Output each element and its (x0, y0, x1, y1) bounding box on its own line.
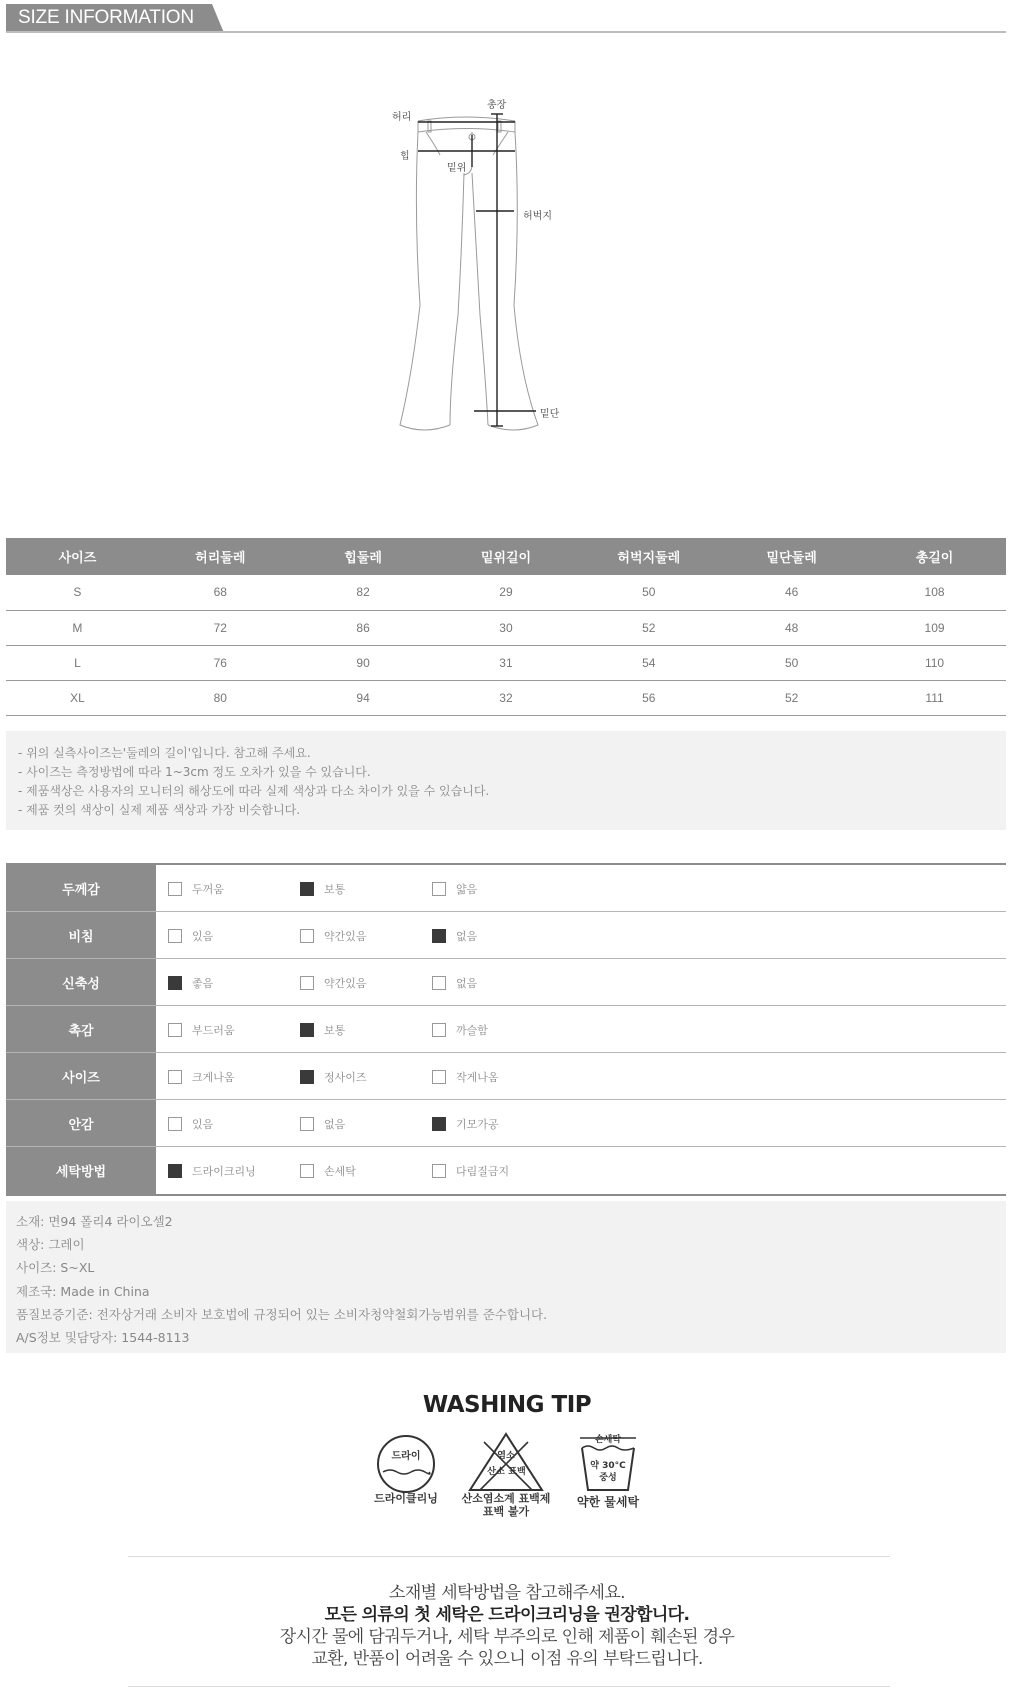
checkbox-filled (300, 882, 314, 896)
table-cell: 52 (720, 680, 863, 715)
attr-option (432, 1163, 509, 1179)
wash-message-4: 교환, 반품이 어려울 수 있으니 이점 유의 부탁드립니다. (311, 1649, 703, 1669)
attr-option (432, 975, 477, 991)
dry-clean-icon (366, 1428, 446, 1500)
hand-wash-icon-top: 손세탁 (594, 1435, 622, 1445)
table-cell: 54 (577, 645, 720, 680)
info-quality: 품질보증기준: 전자상거래 소비자 보호법에 규정되어 있는 소비자청약철회가능범위를 준수합니다. (16, 1306, 548, 1322)
label-hip: 힙 (400, 151, 410, 162)
attr-option (168, 928, 213, 944)
table-cell: 109 (863, 610, 1006, 645)
attr-name: 사이즈 (6, 1053, 156, 1099)
attr-option-label: 있음 (192, 930, 214, 943)
attr-option-label: 얇음 (456, 883, 478, 896)
attr-option-label: 두꺼움 (192, 883, 224, 896)
attr-option-label: 손세탁 (324, 1165, 356, 1178)
table-cell: 68 (149, 575, 292, 610)
attr-option (168, 975, 213, 991)
table-cell: S (6, 575, 149, 610)
hand-wash-icon (568, 1428, 648, 1500)
checkbox-empty (300, 1164, 314, 1178)
attr-option-label: 없음 (456, 930, 478, 943)
attr-option (300, 1069, 367, 1085)
info-material: 소재: 면94 폴리4 라이오셀2 (16, 1214, 173, 1229)
table-row (6, 645, 1006, 680)
attr-option-label: 있음 (192, 1118, 214, 1131)
checkbox-empty (432, 1023, 446, 1037)
col-header: 총길이 (863, 538, 1006, 575)
table-cell: 111 (863, 680, 1006, 715)
note-line: - 제품색상은 사용자의 모니터의 해상도에 따라 실제 색상과 다소 차이가 있을 수 있습니다. (18, 784, 490, 798)
attr-option (300, 1022, 345, 1038)
attr-name: 안감 (6, 1100, 156, 1146)
checkbox-empty (168, 929, 182, 943)
col-header: 밑위길이 (435, 538, 578, 575)
info-as: A/S정보 및담당자: 1544-8113 (16, 1330, 190, 1346)
table-cell: 52 (577, 610, 720, 645)
table-cell: 56 (577, 680, 720, 715)
table-cell: 82 (292, 575, 435, 610)
attr-row-lining (6, 1100, 1006, 1147)
checkbox-empty (300, 976, 314, 990)
wash-message-3: 장시간 물에 담궈두거나, 세탁 부주의로 인해 제품이 훼손된 경우 (279, 1627, 735, 1647)
checkbox-empty (432, 1070, 446, 1084)
table-cell: 108 (863, 575, 1006, 610)
info-size: 사이즈: S~XL (16, 1260, 95, 1276)
attr-row-washing (6, 1147, 1006, 1194)
attr-name: 세탁방법 (6, 1147, 156, 1194)
label-rise: 밑위 (447, 163, 467, 174)
table-cell: 110 (863, 645, 1006, 680)
table-cell: 32 (435, 680, 578, 715)
table-cell: 86 (292, 610, 435, 645)
attr-row-texture (6, 1006, 1006, 1053)
table-cell: XL (6, 680, 149, 715)
attr-option-label: 까슬함 (456, 1024, 488, 1037)
size-table-header (6, 538, 1006, 575)
attr-option (168, 1022, 235, 1038)
attr-option-label: 작게나옴 (456, 1071, 499, 1084)
label-total-length: 총장 (487, 100, 507, 111)
attr-option (168, 1163, 256, 1179)
checkbox-empty (300, 1117, 314, 1131)
size-notes (6, 731, 1006, 830)
divider-bottom (128, 1686, 890, 1687)
checkbox-empty (432, 882, 446, 896)
label-hem: 밑단 (540, 409, 560, 420)
note-line: - 제품 컷의 색상이 실제 제품 색상과 가장 비슷합니다. (18, 803, 301, 817)
attr-option (300, 1163, 356, 1179)
size-table (6, 538, 1006, 716)
attr-row-sheerness (6, 912, 1006, 959)
checkbox-filled (432, 1117, 446, 1131)
wash-message-1: 소재별 세탁방법을 참고해주세요. (389, 1583, 625, 1603)
attr-option-label: 드라이크리닝 (192, 1165, 256, 1178)
attr-option (300, 928, 367, 944)
note-line: - 위의 실측사이즈는'둘레의 길이'입니다. 참고해 주세요. (18, 746, 311, 760)
attr-option (432, 881, 477, 897)
checkbox-filled (168, 976, 182, 990)
pants-outline (380, 95, 640, 475)
dry-clean-icon-text: 드라이 (391, 1451, 421, 1462)
attr-name: 촉감 (6, 1006, 156, 1052)
attr-option-label: 기모가공 (456, 1118, 499, 1131)
attr-name: 비침 (6, 912, 156, 958)
table-cell: 31 (435, 645, 578, 680)
no-bleach-icon-left: 산소 (487, 1467, 505, 1477)
attr-option-label: 정사이즈 (324, 1071, 367, 1084)
col-header: 밑단둘레 (720, 538, 863, 575)
attr-option-label: 없음 (456, 977, 478, 990)
attr-option-label: 다림질금지 (456, 1165, 510, 1178)
attr-name: 두께감 (6, 865, 156, 911)
attr-option-label: 보통 (324, 1024, 346, 1037)
pants-diagram (380, 95, 640, 475)
hand-wash-icon-neutral: 중성 (599, 1473, 617, 1483)
info-origin: 제조국: Made in China (16, 1283, 150, 1299)
no-bleach-icon-top: 염소 (497, 1451, 515, 1461)
info-color: 색상: 그레이 (16, 1237, 85, 1253)
product-info (6, 1201, 1006, 1353)
col-header: 사이즈 (6, 538, 149, 575)
attr-option (432, 928, 477, 944)
attr-row-fit (6, 1053, 1006, 1100)
hand-wash-icon-temp: 약 30°C (590, 1461, 626, 1471)
table-row (6, 680, 1006, 715)
hand-wash-label: 약한 물세탁 (576, 1495, 640, 1509)
attr-option (432, 1116, 499, 1132)
no-bleach-label-line2: 표백 불가 (482, 1505, 530, 1518)
checkbox-filled (432, 929, 446, 943)
label-waist: 허리 (392, 112, 412, 123)
attr-name: 신축성 (6, 959, 156, 1005)
table-cell: 90 (292, 645, 435, 680)
checkbox-empty (168, 882, 182, 896)
checkbox-filled (168, 1164, 182, 1178)
attr-row-stretch (6, 959, 1006, 1006)
table-cell: 46 (720, 575, 863, 610)
attr-option (300, 975, 367, 991)
attr-row-thickness (6, 865, 1006, 912)
attr-option-label: 보통 (324, 883, 346, 896)
checkbox-empty (168, 1117, 182, 1131)
table-cell: 29 (435, 575, 578, 610)
attr-option (300, 1116, 345, 1132)
checkbox-empty (432, 976, 446, 990)
table-cell: 72 (149, 610, 292, 645)
label-thigh: 허벅지 (523, 211, 552, 222)
checkbox-empty (168, 1023, 182, 1037)
col-header: 허벅지둘레 (577, 538, 720, 575)
fabric-attributes (6, 863, 1006, 1196)
attr-option (168, 1116, 213, 1132)
no-bleach-icon-right: 표백 (508, 1467, 526, 1477)
no-bleach-icon (466, 1428, 546, 1500)
table-cell: L (6, 645, 149, 680)
attr-option (300, 881, 345, 897)
divider-top (128, 1556, 890, 1557)
checkbox-empty (168, 1070, 182, 1084)
checkbox-filled (300, 1070, 314, 1084)
table-cell: 76 (149, 645, 292, 680)
checkbox-filled (300, 1023, 314, 1037)
table-cell: M (6, 610, 149, 645)
attr-option-label: 없음 (324, 1118, 346, 1131)
table-cell: 50 (577, 575, 720, 610)
attr-option (432, 1022, 488, 1038)
note-line: - 사이즈는 측정방법에 따라 1~3cm 정도 오차가 있을 수 있습니다. (18, 765, 371, 779)
dry-clean-label: 드라이클리닝 (374, 1492, 438, 1505)
attr-option (168, 1069, 235, 1085)
col-header: 힙둘레 (292, 538, 435, 575)
attr-option-label: 부드러움 (192, 1024, 235, 1037)
attr-option-label: 크게나옴 (192, 1071, 235, 1084)
checkbox-empty (432, 1164, 446, 1178)
section-header (6, 4, 1006, 33)
table-cell: 48 (720, 610, 863, 645)
table-row (6, 575, 1006, 610)
attr-option-label: 약간있음 (324, 930, 367, 943)
attr-option-label: 좋음 (192, 977, 214, 990)
table-row (6, 610, 1006, 645)
attr-option-label: 약간있음 (324, 977, 367, 990)
table-cell: 80 (149, 680, 292, 715)
header-title: SIZE INFORMATION (18, 7, 194, 28)
attr-option (432, 1069, 499, 1085)
wash-message-2: 모든 의류의 첫 세탁은 드라이크리닝을 권장합니다. (324, 1605, 690, 1625)
header-divider (6, 31, 1006, 33)
table-cell: 30 (435, 610, 578, 645)
no-bleach-label-line1: 산소염소계 표백제 (461, 1492, 551, 1505)
table-cell: 94 (292, 680, 435, 715)
col-header: 허리둘레 (149, 538, 292, 575)
checkbox-empty (300, 929, 314, 943)
washing-tip-title: WASHING TIP (422, 1392, 592, 1418)
table-cell: 50 (720, 645, 863, 680)
attr-option (168, 881, 224, 897)
